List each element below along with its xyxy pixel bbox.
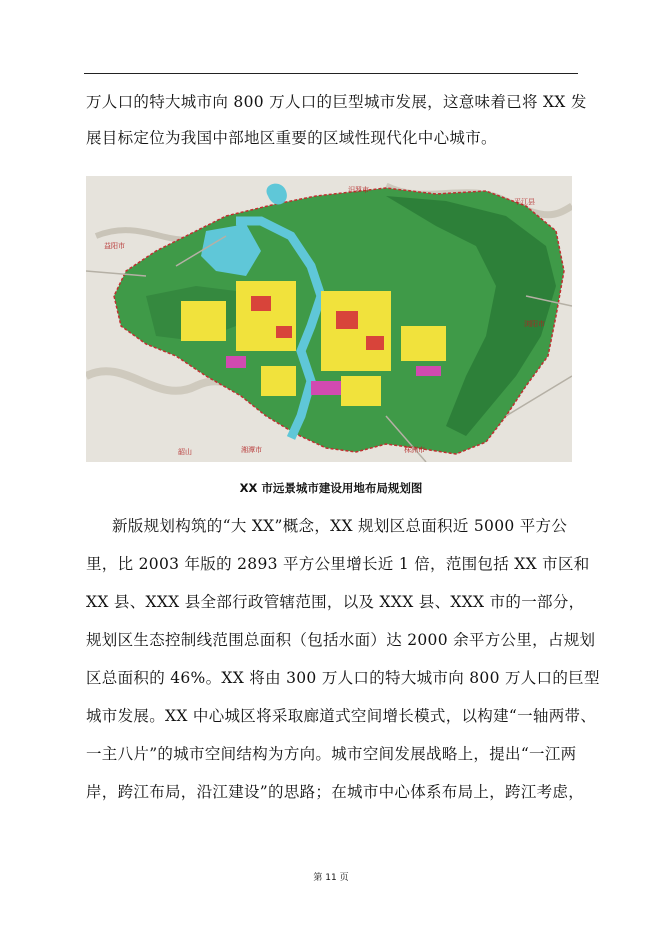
text-line: 规划区生态控制线范围总面积（包括水面）达 2000 余平方公里，占规划 — [86, 631, 596, 649]
map-label: 湘潭市 — [241, 446, 262, 454]
urban-area — [341, 376, 381, 406]
map-label: 平江县 — [514, 198, 535, 206]
map-label: 韶山 — [178, 448, 192, 456]
land-use-plan-map — [86, 176, 572, 462]
map-label: 汨罗市 — [348, 186, 369, 194]
urban-center — [251, 296, 271, 311]
text-line: 展目标定位为我国中部地区重要的区域性现代化中心城市。 — [86, 129, 497, 147]
industrial-zone — [226, 356, 246, 368]
text-line: 岸，跨江布局，沿江建设”的思路；在城市中心体系布局上，跨江考虑， — [86, 783, 585, 801]
industrial-zone — [416, 366, 441, 376]
figure-caption: XX 市远景城市建设用地布局规划图 — [239, 481, 423, 495]
text-line: 里，比 2003 年版的 2893 平方公里增长近 1 倍，范围包括 XX 市区和 — [86, 555, 590, 573]
page-number: 第 11 页 — [313, 873, 349, 883]
text-line: XX 县、XXX 县全部行政管辖范围，以及 XXX 县、XXX 市的一部分， — [86, 593, 585, 611]
map-label: 益阳市 — [104, 242, 125, 250]
map-graphic — [86, 176, 572, 462]
urban-area — [181, 301, 226, 341]
map-label: 浏阳市 — [524, 320, 545, 328]
urban-area — [321, 291, 391, 371]
urban-area — [261, 366, 296, 396]
header-rule — [84, 73, 578, 74]
urban-area — [236, 281, 296, 351]
urban-center — [276, 326, 292, 338]
text-line: 区总面积的 46%。XX 将由 300 万人口的特大城市向 800 万人口的巨型 — [86, 669, 600, 687]
text-line: 一主八片”的城市空间结构为方向。城市空间发展战略上，提出“一江两 — [86, 745, 577, 763]
urban-area — [401, 326, 446, 361]
industrial-zone — [311, 381, 341, 395]
text-line: 城市发展。XX 中心城区将采取廊道式空间增长模式，以构建“一轴两带、 — [86, 707, 597, 725]
urban-center — [366, 336, 384, 350]
map-label: 株洲市 — [404, 446, 425, 454]
text-line: 新版规划构筑的“大 XX”概念，XX 规划区总面积近 5000 平方公 — [112, 517, 568, 535]
text-line: 万人口的特大城市向 800 万人口的巨型城市发展，这意味着已将 XX 发 — [86, 93, 587, 111]
urban-center — [336, 311, 358, 329]
